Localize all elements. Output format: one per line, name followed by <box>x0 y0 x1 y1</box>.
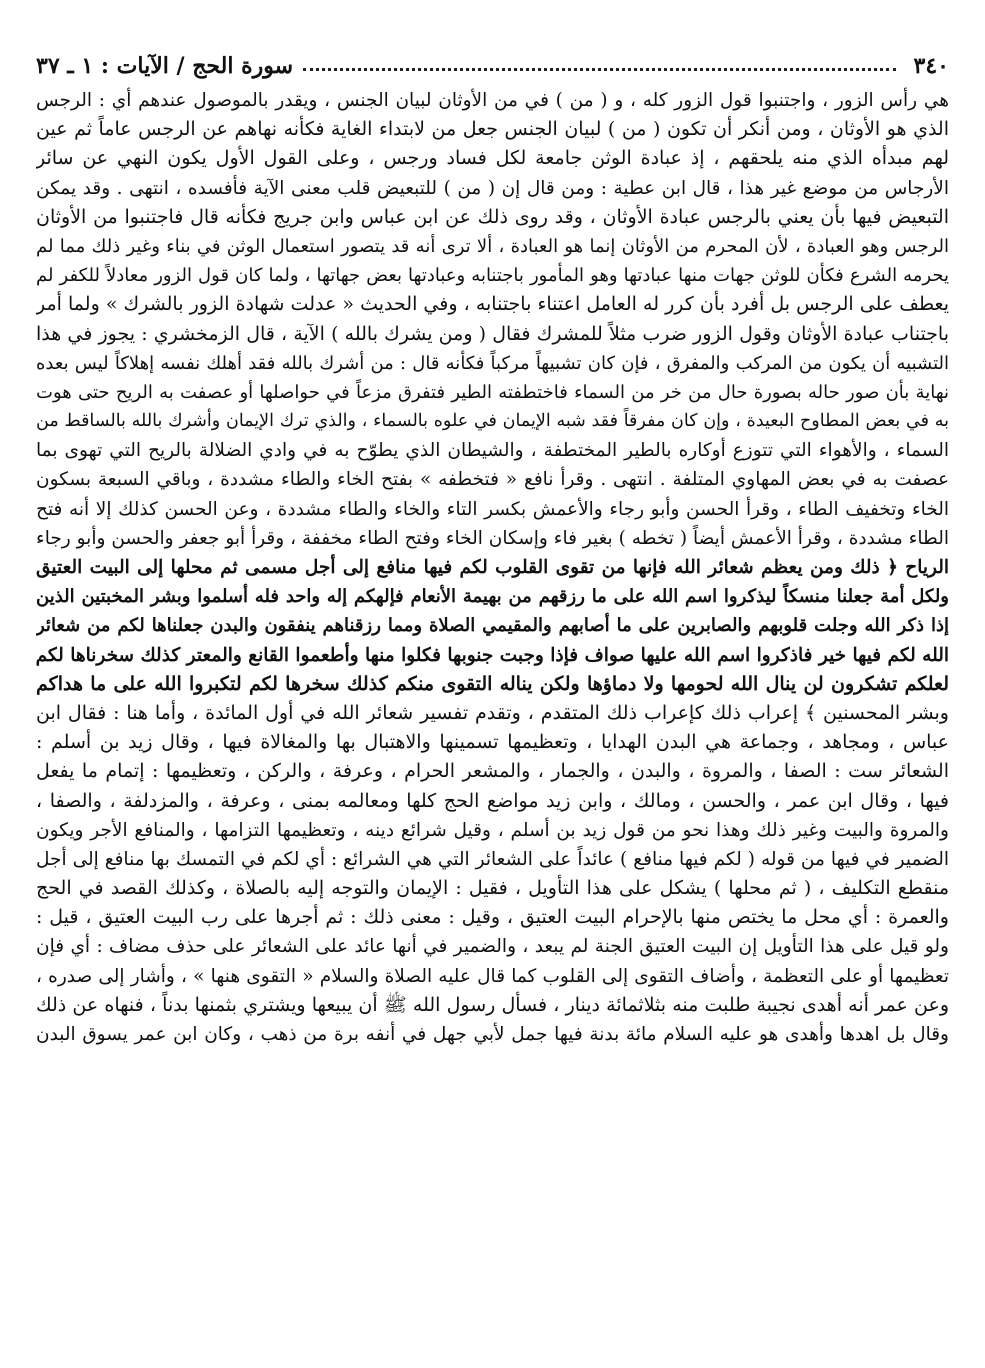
quran-verse-line: الله لكم فيها خير فاذكروا اسم الله عليها صواف فإذا وجبت جنوبها فكلوا منها وأطعموا القانع والمعتر كذلك سخرناها لكم <box>36 644 949 666</box>
text-line: هي رأس الزور ، واجتنبوا قول الزور كله ، و ( من ) في من الأوثان لبيان الجنس ، ويقدر بالموصول عندهم أي : الرجس <box>36 90 949 111</box>
text-line: والعمرة : أي محل ما يختص منها بالإحرام البيت العتيق ، وقيل : معنى ذلك : ثم أجرها على رب البيت العتيق ، قيل : <box>36 906 949 929</box>
text-line: عباس ، ومجاهد ، وجماعة هي البدن الهدايا ، وتعظيمها تسمينها والاهتبال بها والمغالاة فيها ، وقال زيد بن أسلم : <box>36 731 949 754</box>
text-line: الخاء وتخفيف الطاء ، وقرأ الحسن وأبو رجاء والأعمش بكسر التاء والخاء والطاء مشددة ، وعن الحسن كذلك إلا أنه فتح <box>36 498 949 520</box>
quran-verse-line: إذا ذكر الله وجلت قلوبهم والصابرين على ما أصابهم والمقيمي الصلاة ومما رزقناهم ينفقون والبدن جعلناها لكم من شعائر <box>36 615 949 637</box>
book-page <box>36 46 949 1346</box>
text-line: الطاء مشددة ، وقرأ الأعمش أيضاً ( تخطه ) بغير فاء وإسكان الخاء وفتح الطاء مخففة ، وقرأ أبو جعفر والحسن وأبو رجاء <box>36 527 949 549</box>
text-line: التشبيه أن يكون من المركب والمفرق ، فإن كان تشبيهاً مركباً فكأنه قال : من أشرك بالله فقد أهلك نفسه إهلاكاً ليس بعده <box>36 352 949 374</box>
text-line: تعظيمها أو على التعظمة ، وأضاف التقوى إلى القلوب كما قال عليه الصلاة والسلام « التقوى هنها » ، وأشار إلى صدره ، <box>36 965 949 987</box>
text-line: يعطف على الرجس بل أفرد بأن كرر له العامل اعتناء باجتنابه ، وفي الحديث « عدلت شهادة الزور بالشرك » ولما أمر <box>36 293 949 316</box>
text-line: الرجس وهو العبادة ، لأن المحرم من الأوثان إنما هو العبادة ، ألا ترى أنه قد يتصور استعمال الوثن في بناء وغير ذلك مما لم <box>36 235 949 257</box>
text-line: الذي هو الأوثان ، ومن أنكر أن تكون ( من ) لبيان الجنس جعل من لابتداء الغاية فكأنه نهاهم عن الرجس عاماً ثم عين <box>36 118 949 141</box>
text-line: نهاية بأن صور حاله بصورة حال من خر من السماء فاختطفته الطير فتفرق مزعاً في حواصلها أو عصفت به الريح حتى هوت <box>36 381 949 403</box>
text-line: وعن عمر أنه أهدى نجيبة طلبت منه بثلاثمائة دينار ، فسأل رسول الله ﷺ أن يبيعها ويشتري بثمنها بدناً ، فنهاه عن ذلك <box>36 993 949 1016</box>
text-line: الأرجاس من موضع غير هذا ، قال ابن عطية : ومن قال إن ( من ) للتبعيض قلب معنى الآية فأفسده ، انتهى . وقد يمكن <box>36 177 949 199</box>
quran-verse-line: الرياح ﴿ ذلك ومن يعظم شعائر الله فإنها من تقوى القلوب لكم فيها منافع إلى أجل مسمى ثم محلها إلى البيت العتيق <box>36 557 949 578</box>
text-line: عصفت به في بعض المهاوي المتلفة . انتهى . وقرأ نافع « فتخطفه » بفتح الخاء والطاء مشددة ، وباقي السبعة بسكون <box>36 469 949 491</box>
body-text <box>36 86 949 1049</box>
quran-verse-line: ولكل أمة جعلنا منسكاً ليذكروا اسم الله على ما رزقهم من بهيمة الأنعام فإلهكم إله واحد فله أسلموا وبشر المخبتين الذين <box>36 586 949 608</box>
running-head: سورة الحج / الآيات : ١ ـ ٣٧ <box>36 53 294 79</box>
page-number: ٣٤٠ <box>913 53 949 79</box>
dotted-leader <box>303 68 895 71</box>
text-line: التبعيض فيها بأن يعني بالرجس عبادة الأوثان ، وقد روى ذلك عن ابن عباس وابن جريج فكأنه قال فاجتنبوا من الأوثان <box>36 205 949 228</box>
text-line: وبشر المحسنين ﴾ إعراب ذلك كإعراب ذلك المتقدم ، وتقدم تفسير شعائر الله في أول المائدة ، وأما هنا : فقال ابن <box>36 701 949 724</box>
text-line: فيها ، وقال ابن عمر ، والحسن ، ومالك ، وابن زيد مواضع الحج كلها ومعالمه بمنى ، وعرفة ، والمزدلفة ، والصفا ، <box>36 789 949 812</box>
text-line: يحرمه الشرع فكأن للوثن جهات منها عبادتها وهو المأمور باجتنابه وعبادتها بعض جهاتها ، ولما كان قول الزور معادلاً للكفر لم <box>36 265 949 287</box>
text-line: ولو قيل على هذا التأويل إن البيت العتيق الجنة لم يبعد ، والضمير في أنها عائد على الشعائر على حذف مضاف : أي فإن <box>36 936 949 958</box>
text-line: باجتناب عبادة الأوثان وقول الزور ضرب مثلاً للمشرك فقال ( ومن يشرك بالله ) الآية ، قال الزمخشري : يجوز في هذا <box>36 322 949 345</box>
text-line: به في بعض المطاوح البعيدة ، وإن كان مفرقاً فقد شبه الإيمان في علوه بالسماء ، والذي ترك الإيمان وأشرك بالله بالساقط من <box>36 411 949 432</box>
text-line: لهم مبدأه الذي منه يلحقهم ، إذ عبادة الوثن جامعة لكل فساد ورجس ، وعلى القول الأول يكون النهي عن سائر <box>36 147 949 170</box>
text-line: السماء ، والأهواء التي تتوزع أوكاره بالطير المختطفة ، والشيطان الذي يطوّح به في وادي الضلالة بالريح التي تهوى بما <box>36 440 949 462</box>
page-header <box>36 46 949 86</box>
text-line: الشعائر ست : الصفا ، والمروة ، والبدن ، والجمار ، والمشعر الحرام ، وعرفة ، والركن ، وتعظيمها : إتمام ما يفعل <box>36 760 949 783</box>
text-line: الضمير في فيها من قوله ( لكم فيها منافع ) عائداً على الشعائر التي هي الشرائع : أي لكم في التمسك بها منافع إلى أجل <box>36 848 949 870</box>
text-line: والمروة والبيت وغير ذلك وهذا نحو من قول زيد بن أسلم ، وقيل شرائع دينه ، وتعظيمها التزامها ، والمنافع الأجر ويكون <box>36 819 949 841</box>
quran-verse-line: لعلكم تشكرون لن ينال الله لحومها ولا دماؤها ولكن يناله التقوى منكم كذلك سخرها لكم لتكبروا الله على ما هداكم <box>36 672 949 695</box>
text-line: منقطع التكليف ، ( ثم محلها ) يشكل على هذا التأويل ، فقيل : الإيمان والتوجه إليه بالصلاة ، وكذلك القصد في الحج <box>36 877 949 900</box>
text-line: وقال بل اهدها وأهدى هو عليه السلام مائة بدنة فيها جمل لأبي جهل في أنفه برة من ذهب ، وكان ابن عمر يسوق البدن <box>36 1024 949 1045</box>
